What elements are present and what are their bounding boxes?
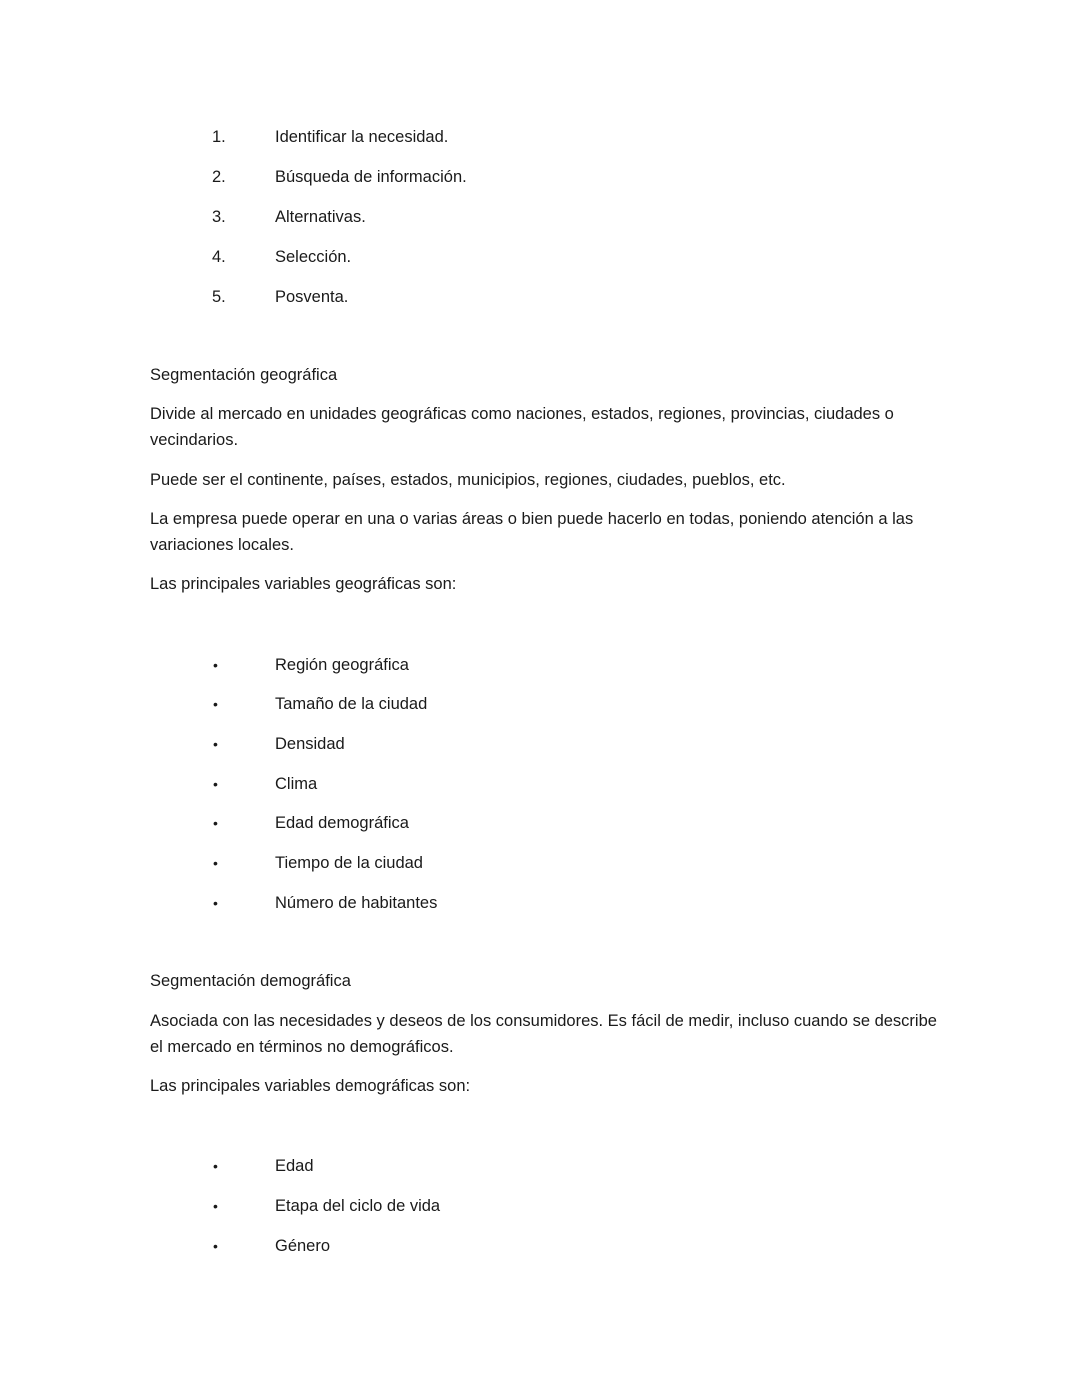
bullet-icon: • [213,1158,218,1174]
list-item [0,1193,600,1219]
list-text: Edad demográfica [275,814,409,832]
list-text: Alternativas. [275,208,366,226]
list-item [0,1153,600,1179]
paragraph: La empresa puede operar en una o varias áreas o bien puede hacerlo en todas, poniendo atención a las variaciones locales. [150,510,914,554]
list-item [0,204,600,230]
list-text: Posventa. [275,288,349,306]
bullet-icon: • [213,815,218,831]
paragraph: Puede ser el continente, países, estados, municipios, regiones, ciudades, pueblos, etc. [150,471,786,489]
list-number: 4. [212,248,226,266]
list-text: Búsqueda de información. [275,168,467,186]
section-heading-geografica: Segmentación geográfica [150,366,338,384]
list-number: 5. [212,288,226,306]
list-item [0,810,600,836]
list-number: 1. [212,128,226,146]
list-item [0,652,600,678]
list-text: Tiempo de la ciudad [275,854,423,872]
paragraph: Las principales variables geográficas son: [150,575,457,593]
list-number: 2. [212,168,226,186]
list-number: 3. [212,208,226,226]
list-text: Identificar la necesidad. [275,128,449,146]
list-item [0,890,600,916]
section-heading-demografica: Segmentación demográfica [150,972,351,990]
list-text: Tamaño de la ciudad [275,695,428,713]
list-text: Densidad [275,735,345,753]
list-text: Selección. [275,248,352,266]
bullet-icon: • [213,657,218,673]
bullet-icon: • [213,1238,218,1254]
bullet-icon: • [213,1198,218,1214]
list-text: Clima [275,775,318,793]
bullet-icon: • [213,696,218,712]
list-text: Edad [275,1157,314,1175]
list-item [0,284,600,310]
list-item [0,850,600,876]
list-item [0,731,600,757]
list-text: Etapa del ciclo de vida [275,1197,441,1215]
bullet-icon: • [213,736,218,752]
list-item [0,691,600,717]
bullet-icon: • [213,855,218,871]
paragraph: Asociada con las necesidades y deseos de los consumidores. Es fácil de medir, incluso cuando se describe el mercado en términos no demográficos. [150,1012,937,1056]
list-text: Número de habitantes [275,894,438,912]
list-item [0,771,600,797]
list-item [0,244,600,270]
paragraph: Divide al mercado en unidades geográficas como naciones, estados, regiones, provincias, ciudades o vecindarios. [150,405,894,449]
bullet-icon: • [213,776,218,792]
paragraph: Las principales variables demográficas son: [150,1077,471,1095]
list-text: Género [275,1237,331,1255]
list-text: Región geográfica [275,656,409,674]
list-item [0,164,600,190]
bullet-icon: • [213,895,218,911]
list-item [0,124,600,150]
list-item [0,1233,600,1259]
